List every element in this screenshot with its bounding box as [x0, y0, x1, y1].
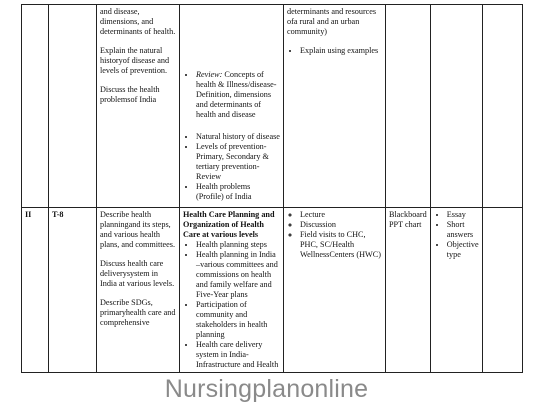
- assessment-item: • Essay: [447, 210, 479, 220]
- unit-cell: [22, 5, 49, 208]
- outcome-text: Describe health planningand its steps, and various health plans, and committees.: [100, 210, 176, 249]
- content-item: • Health care delivery system in India- Infrastructure and Health: [196, 340, 280, 370]
- content-heading: Health Care Planning and Organization of Health Care at various levels: [183, 210, 275, 239]
- table-row: [22, 208, 523, 373]
- method-item: • Explain using examples: [300, 46, 382, 56]
- time-cell: T-8: [49, 208, 97, 373]
- watermark-text: Nursingplanonline: [164, 375, 369, 403]
- extra-cell: [482, 208, 522, 373]
- learning-outcomes-cell: [97, 208, 180, 373]
- outcome-text: Describe SDGs, primaryhealth care and comprehensive: [100, 298, 176, 327]
- assessment-item: • Objective type: [447, 240, 479, 260]
- teaching-methods-cell: [284, 208, 386, 373]
- outcome-text: Explain the natural historyof disease and levels of prevention.: [100, 46, 170, 75]
- content-cell: [180, 5, 284, 208]
- method-item: ◦ Field visits to CHC, PHC, SC/Health WellnessCenters (HWC): [300, 230, 382, 260]
- time-cell: [49, 5, 97, 208]
- outcome-text: Discuss health care deliverysystem in India at various levels.: [100, 259, 175, 288]
- outcome-text: and disease, dimensions, and determinants of health.: [100, 7, 176, 36]
- method-item: ◦ Discussion: [300, 220, 382, 230]
- content-item: • Natural history of disease: [196, 132, 280, 142]
- content-item: • Health planning steps: [196, 240, 280, 250]
- table-row: [22, 5, 523, 208]
- content-item: • Levels of prevention- Primary, Secondary & tertiary prevention- Review: [196, 142, 280, 182]
- aids-cell: Blackboard PPT chart: [386, 208, 431, 373]
- unit-cell: II: [22, 208, 49, 373]
- learning-outcomes-cell: [97, 5, 180, 208]
- teaching-methods-cell: [284, 5, 386, 208]
- content-item: • Review: Concepts of health & Illness/disease- Definition, dimensions and determinants of health and disease: [196, 70, 280, 120]
- method-item: ◦ Lecture: [300, 210, 382, 220]
- extra-cell: [482, 5, 522, 208]
- content-item: • Health planning in India –various committees and commissions on health and family welfare and Five-Year plans: [196, 250, 280, 300]
- content-item: • Participation of community and stakeholders in health planning: [196, 300, 280, 340]
- content-item: • Health problems (Profile) of India: [196, 182, 280, 202]
- method-text: determinants and resources ofa rural and an urban community): [287, 7, 377, 36]
- aids-cell: [386, 5, 431, 208]
- content-cell: [180, 208, 284, 373]
- outcome-text: Discuss the health problemsof India: [100, 85, 160, 104]
- assessment-item: • Short answers: [447, 220, 479, 240]
- assessment-cell: [430, 208, 482, 373]
- curriculum-table: [21, 4, 523, 373]
- assessment-cell: [430, 5, 482, 208]
